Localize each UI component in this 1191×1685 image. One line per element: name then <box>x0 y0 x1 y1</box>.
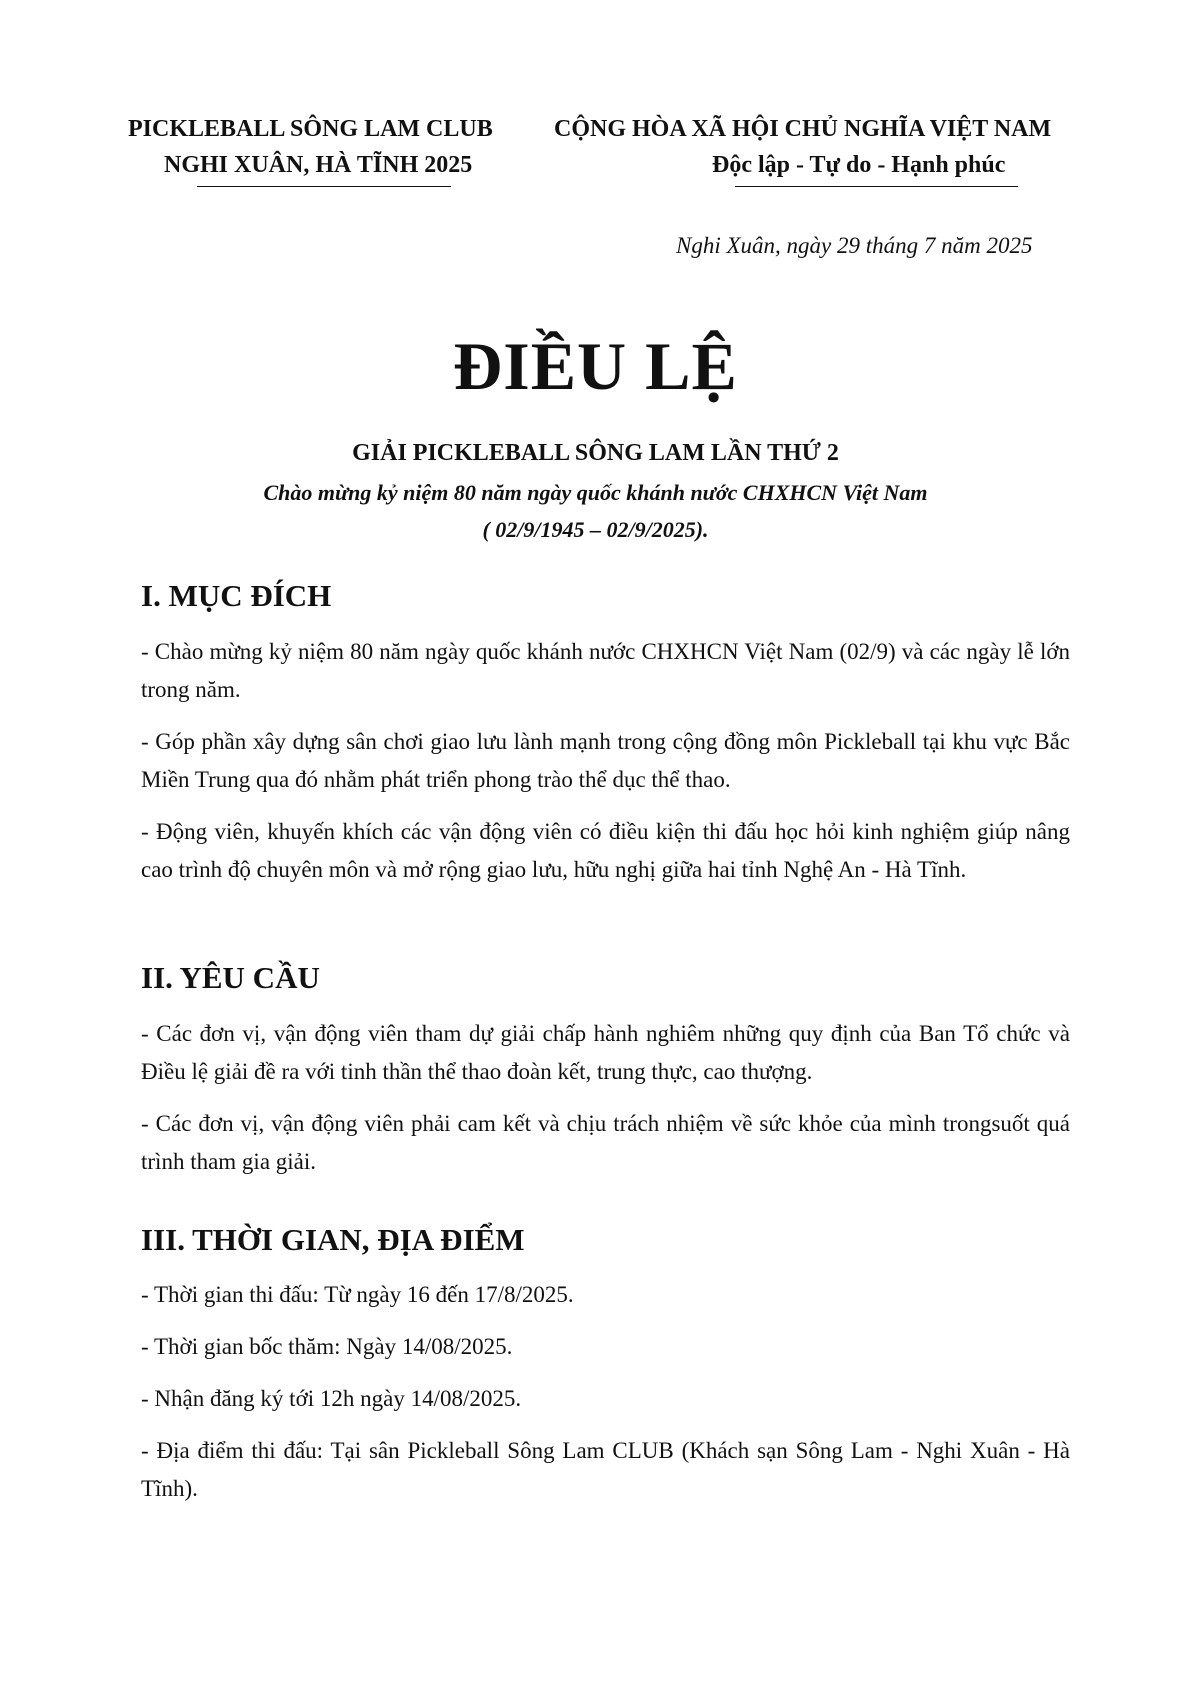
section-heading-purpose: I. MỤC ĐÍCH <box>141 578 332 613</box>
date-line: Nghi Xuân, ngày 29 tháng 7 năm 2025 <box>676 233 1033 258</box>
organization-name: PICKLEBALL SÔNG LAM CLUB <box>128 116 493 142</box>
section-heading-time-location: III. THỜI GIAN, ĐỊA ĐIỂM <box>141 1222 525 1257</box>
paragraph: - Nhận đăng ký tới 12h ngày 14/08/2025. <box>141 1386 522 1411</box>
paragraph: - Thời gian bốc thăm: Ngày 14/08/2025. <box>141 1334 513 1359</box>
section-body-time-location <box>141 1276 1070 1508</box>
section-body-requirements <box>141 1015 1070 1181</box>
national-title: CỘNG HÒA XÃ HỘI CHỦ NGHĨA VIỆT NAM <box>554 116 1052 142</box>
section-heading-requirements: II. YÊU CẦU <box>141 960 320 995</box>
paragraph: - Các đơn vị, vận động viên phải cam kết và chịu trách nhiệm về sức khỏe của mình trongsuốt quá trình tham gia giải. <box>141 1111 1070 1174</box>
organization-location: NGHI XUÂN, HÀ TĨNH 2025 <box>164 152 473 178</box>
paragraph: - Các đơn vị, vận động viên tham dự giải chấp hành nghiêm những quy định của Ban Tổ chức và Điều lệ giải đề ra với tinh thần thể thao đoàn kết, trung thực, cao thượng. <box>141 1021 1070 1084</box>
document-tagline-dates: ( 02/9/1945 – 02/9/2025). <box>482 517 709 542</box>
section-body-purpose <box>141 633 1070 889</box>
document-title: ĐIỀU LỆ <box>453 328 738 404</box>
paragraph: - Thời gian thi đấu: Từ ngày 16 đến 17/8/2025. <box>141 1282 574 1307</box>
national-motto: Độc lập - Tự do - Hạnh phúc <box>712 152 1006 178</box>
paragraph: - Góp phần xây dựng sân chơi giao lưu lành mạnh trong cộng đồng môn Pickleball tại khu vực Bắc Miền Trung qua đó nhằm phát triển phong trào thể dục thể thao. <box>141 729 1070 792</box>
paragraph: - Chào mừng kỷ niệm 80 năm ngày quốc khánh nước CHXHCN Việt Nam (02/9) và các ngày lễ lớn trong năm. <box>141 639 1070 702</box>
organization-underline <box>197 186 451 187</box>
national-motto-underline <box>735 186 1018 187</box>
document-tagline: Chào mừng kỷ niệm 80 năm ngày quốc khánh nước CHXHCN Việt Nam <box>263 480 928 505</box>
paragraph: - Địa điểm thi đấu: Tại sân Pickleball Sông Lam CLUB (Khách sạn Sông Lam - Nghi Xuân - Hà Tĩnh). <box>141 1438 1070 1501</box>
paragraph: - Động viên, khuyến khích các vận động viên có điều kiện thi đấu học hỏi kinh nghiệm giúp nâng cao trình độ chuyên môn và mở rộng giao lưu, hữu nghị giữa hai tỉnh Nghệ An - Hà Tĩnh. <box>141 819 1070 882</box>
document-subtitle: GIẢI PICKLEBALL SÔNG LAM LẦN THỨ 2 <box>352 440 839 466</box>
